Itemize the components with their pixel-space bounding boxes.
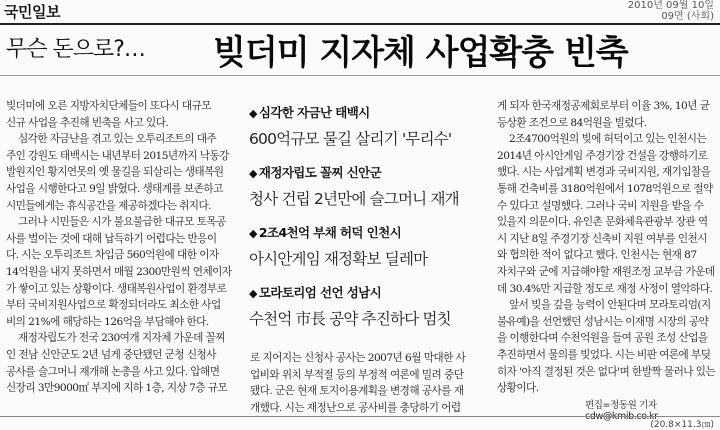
headline-rule	[0, 75, 720, 76]
subheadline-text: 아시안게임 재정확보 딜레마	[249, 250, 428, 268]
text-line: 가 쌓이고 있는 상황이다. 생태복원사업이 환경부로	[6, 282, 227, 295]
subheadline-title: ◆ 2조4천억 부채 허덕 인천시	[249, 225, 402, 240]
text-line: 다. 시는 오투리조트 차입금 560억원에 대한 이자	[6, 249, 219, 262]
text-line: 비의 21%에 해당하는 126억을 부담해야 한다.	[6, 315, 209, 328]
text-line: 통해 건축비를 3180억원에서 1078억원으로 절약	[497, 182, 713, 195]
main-headline: 빚더미 지자체 사업확충 빈축	[213, 33, 628, 73]
kicker-headline: 무슨 돈으로?…	[6, 37, 145, 62]
text-line: 사업을 시행한다고 9일 밝혔다. 생태계를 보존하고	[6, 182, 223, 195]
bottom-rule	[0, 416, 720, 417]
text-line: 인 전남 신안군도 2년 넘게 중단됐던 군청 신청사	[6, 348, 216, 361]
text-line: 14억원을 내지 못하면서 매월 2300만원씩 연체이자	[6, 265, 232, 278]
text-line: 수 있다고 설명했다. 그러나 국비 지원을 받을 수	[497, 199, 704, 212]
article-size: (20.8×11.3㎝)	[650, 420, 714, 430]
subheadline-box	[249, 103, 493, 347]
text-line: 자치구와 군에 지급해야할 재원조정 교부금 가운데	[497, 265, 715, 278]
text-line: 공사를 슬그머니 재개해 논총을 사고 있다. 압해면	[6, 365, 220, 378]
text-line: 2조4700억원의 빚에 허덕이고 있는 인천시는	[509, 133, 707, 146]
subheadline-text: 수천억 市長 공약 추진하다 멈칫	[249, 310, 451, 328]
article-column-left	[6, 98, 245, 416]
article-column-right	[497, 98, 719, 398]
text-line: 을 이행한다며 수천억원을 들여 공원 조성 산업을	[497, 332, 708, 345]
article-column-center	[250, 350, 494, 420]
masthead: 국민일보	[4, 3, 60, 21]
diamond-bullet-icon: ◆	[249, 227, 257, 240]
text-line: 로 지어지는 신청사 공사는 2007년 6월 막대한 사	[250, 352, 466, 364]
text-line: 시 지난 8일 주경기장 신축비 지원 여부를 인천시	[497, 232, 707, 245]
text-line: 발원지인 황지연못의 옛 물길을 되살리는 생태복원	[6, 166, 224, 179]
diamond-bullet-icon: ◆	[249, 107, 257, 120]
subheadline-text: 청사 건립 2년만에 슬그머니 재개	[249, 190, 459, 208]
text-line: 신장리 3만9000㎡ 부지에 지하 1층, 지상 7층 규모	[6, 382, 228, 395]
date-line: 2010년 09월 10일	[627, 0, 714, 11]
text-line: 사를 벌이는 것에 대해 납득하기 어렵다는 반응이	[6, 232, 217, 245]
text-line: 재정자립도가 전국 230여개 지자체 가운데 꼴찌	[18, 332, 225, 345]
text-line: 개했다. 시는 재정난으로 공사비를 충당하기 어렵	[250, 401, 461, 414]
text-line: 빚더미에 오른 지방자치단체들이 또다시 대규모	[6, 100, 211, 112]
text-line: 됐다. 군은 현재 토지이용계획을 변경해 공사를 재	[250, 385, 464, 398]
subheadline-title: ◆ 모라토리엄 선언 성남시	[249, 285, 382, 300]
text-line: 2014년 아시안게임 주경기장 건설을 강행하기로	[497, 149, 708, 162]
text-line: 추진하면서 물의를 빚었다. 시는 비판 여론에 부딪	[497, 348, 711, 361]
text-line: 불유예)을 선언했던 성남시는 이재명 시장의 공약	[497, 315, 709, 328]
diamond-bullet-icon: ◆	[249, 167, 257, 180]
text-line: 부터 국비지원사업으로 확정되더라도 최소한 사업	[6, 299, 221, 312]
text-line: 히자 '아직 결정된 것은 없다'며 한발짝 물러나 있는	[497, 365, 716, 378]
diamond-bullet-icon: ◆	[249, 287, 257, 300]
text-line: 신규 사업을 추진해 빈축을 사고 있다.	[6, 116, 169, 129]
text-line: 있을지 의문이다. 유인촌 문화체육관광부 장관 역	[497, 216, 708, 229]
text-line: 했다. 시는 사업계획 변경과 국비지원, 재기입찰을	[497, 166, 711, 179]
text-line: 와 협의한 적이 없다고 했다. 인천시는 현재 87	[497, 249, 697, 262]
text-line: 상황이다.	[497, 382, 539, 395]
page-section: 09면 (사회)	[661, 11, 714, 22]
subheadline-title: ◆ 심각한 자금난 태백시	[249, 105, 370, 120]
text-line: 앞서 빚을 갚을 능력이 안된다며 모라토리엄(지	[509, 299, 711, 312]
publication-date	[628, 0, 714, 22]
text-line: 심각한 자금난을 겪고 있는 오투리조트의 대주	[18, 133, 217, 146]
subheadline-title: ◆ 재정자립도 꼴찌 신안군	[249, 165, 382, 180]
text-line: 데 30.4%만 지급할 정도로 재정 사정이 열악하다.	[497, 282, 713, 295]
text-line: 업비와 위치 부적절 등의 부정적 여론에 밀려 중단	[250, 368, 464, 381]
text-line: 주인 강원도 태백시는 내년부터 2015년까지 낙동강	[6, 149, 229, 162]
text-line: 게 되자 한국재정공제회로부터 이율 3%, 10년 균	[497, 100, 710, 112]
text-line: 그러나 시민들은 시가 불요불급한 대규모 토목공	[18, 216, 226, 229]
subheadline-text: 600억규모 물길 살리기 '무리수'	[249, 130, 452, 148]
text-line: 등상환 조건으로 84억원을 빌렸다.	[497, 116, 647, 129]
text-line: 시민들에게는 휴식공간을 제공하겠다는 취지다.	[6, 199, 211, 212]
editor-credit: 편집=정동원 기자	[585, 400, 657, 411]
